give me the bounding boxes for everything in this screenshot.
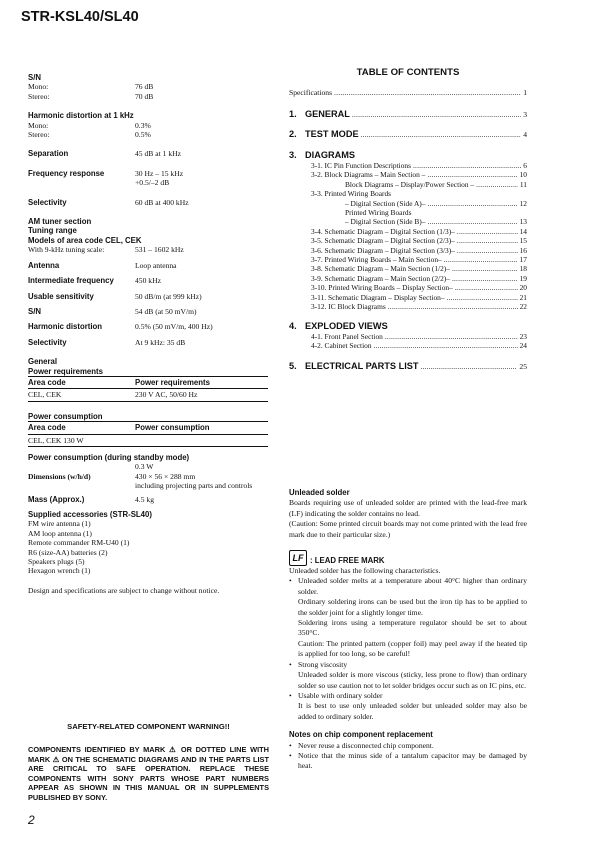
toc-subentry[interactable] bbox=[289, 246, 527, 255]
toc-leader-dots bbox=[457, 227, 518, 236]
solder-caution: (Caution: Some printed circuit boards may not come printed with the lead free mark due to their particular size.) bbox=[289, 519, 527, 539]
page-number: 2 bbox=[28, 813, 35, 827]
toc-subentry-label: 4-1. Front Panel Section bbox=[311, 332, 383, 342]
spec-row-mass: Mass (Approx.) 4.5 kg bbox=[28, 494, 154, 504]
toc-subentry-label: 3-11. Schematic Diagram – Display Section– bbox=[311, 292, 445, 302]
toc-page-number: 6 bbox=[523, 160, 527, 170]
spec-change-note: Design and specifications are subject to change without notice. bbox=[28, 585, 220, 595]
toc-page-number: 21 bbox=[519, 292, 527, 302]
toc-subentry-label: 3-10. Printed Wiring Boards – Display Section– bbox=[311, 283, 453, 293]
toc-entry-test-mode[interactable]: 2. TEST MODE ..... 4 bbox=[289, 130, 527, 140]
list-item-detail: Unleaded solder is more viscous (sticky, less prone to flow) than ordinary solder so use caution not to let solder bridges occur such as on IC pins, etc. bbox=[298, 670, 527, 690]
toc-subentry[interactable] bbox=[289, 236, 527, 245]
toc-subentry-label: Printed Wiring Boards bbox=[345, 208, 412, 217]
toc-subentry-label: 3-5. Schematic Diagram – Digital Section (2/3)– bbox=[311, 236, 455, 246]
toc-leader-dots bbox=[457, 246, 518, 255]
solder-paragraph: Boards requiring use of unleaded solder are printed with the lead-free mark (LF) indicating the solder contains no lead. bbox=[289, 498, 527, 518]
toc-subentry-label: 3-12. IC Block Diagrams bbox=[311, 302, 386, 312]
toc-leader-dots bbox=[374, 341, 518, 350]
list-item-detail: Soldering irons using a temperature regulator should be set to about 350°C. bbox=[298, 618, 527, 638]
specifications-column bbox=[28, 73, 271, 595]
power-requirements-table bbox=[28, 376, 268, 402]
toc-subentry-label: 3-4. Schematic Diagram – Digital Section (1/3)– bbox=[311, 226, 455, 236]
toc-entry-general[interactable]: 1. GENERAL ..... 3 bbox=[289, 110, 527, 120]
toc-leader-dots bbox=[452, 274, 518, 283]
toc-subentry[interactable] bbox=[289, 341, 527, 350]
spec-row-am-sn: S/N 54 dB (at 50 mV/m) bbox=[28, 306, 197, 316]
toc-subentry[interactable] bbox=[289, 161, 527, 170]
sn-heading: S/N bbox=[28, 73, 41, 82]
power-cons-heading: Power consumption bbox=[28, 411, 103, 421]
toc-subentry[interactable] bbox=[289, 180, 527, 189]
toc-subentry-label: 3-2. Block Diagrams – Main Section – bbox=[311, 170, 426, 180]
accessory-item: Hexagon wrench (1) bbox=[28, 566, 91, 576]
safety-warning bbox=[28, 722, 269, 803]
lead-free-mark-heading bbox=[289, 550, 527, 566]
accessory-item: Remote commander RM-U40 (1) bbox=[28, 538, 130, 548]
toc-subentry[interactable] bbox=[289, 255, 527, 264]
toc-leader-dots bbox=[413, 161, 521, 170]
warning-body: COMPONENTS IDENTIFIED BY MARK ⚠ OR DOTTED LINE WITH MARK ⚠ ON THE SCHEMATIC DIAGRAMS AND IN THE PARTS LIST ARE CRITICAL TO SAFE OPERATION. REPLACE THESE COMPONENTS WITH SONY PARTS WHOSE PART NUMBERS APPEAR AS SHOWN IN THIS MANUAL OR IN SUPPLEMENTS PUBLISHED BY SONY. bbox=[28, 745, 269, 802]
list-item: • Notice that the minus side of a tantalum capacitor may be damaged by heat. bbox=[289, 751, 527, 772]
hd-heading: Harmonic distortion at 1 kHz bbox=[28, 111, 134, 121]
toc-leader-dots bbox=[427, 199, 517, 208]
spec-row-frequency-response: Frequency response 30 Hz – 15 kHz +0.5/–2 dB bbox=[28, 168, 184, 188]
power-consumption-table bbox=[28, 421, 268, 447]
toc-subentry[interactable] bbox=[289, 189, 527, 198]
standby-heading: Power consumption (during standby mode) bbox=[28, 452, 190, 462]
toc-subentry-label: 3-8. Schematic Diagram – Main Section (1/2)– bbox=[311, 264, 450, 274]
toc-leader-dots bbox=[444, 255, 518, 264]
general-heading: General bbox=[28, 357, 58, 367]
toc-subentry[interactable] bbox=[289, 170, 527, 179]
models-heading: Models of area code CEL, CEK bbox=[28, 235, 142, 245]
toc-subentry[interactable] bbox=[289, 217, 527, 226]
toc-page-number: 15 bbox=[519, 236, 527, 246]
list-item: • Usable with ordinary solder bbox=[289, 691, 527, 701]
toc-subentry[interactable] bbox=[289, 227, 527, 236]
toc-subentry[interactable] bbox=[289, 274, 527, 283]
toc-subentry[interactable] bbox=[289, 293, 527, 302]
toc-page-number: 14 bbox=[519, 226, 527, 236]
lead-free-mark-title: : LEAD FREE MARK bbox=[310, 555, 385, 565]
toc-subentry-label: – Digital Section (Side A)– bbox=[345, 198, 426, 208]
toc-subentry[interactable] bbox=[289, 302, 527, 311]
toc-subentry-label: – Digital Section (Side B)– bbox=[345, 217, 426, 227]
table-row: CEL, CEK 130 W bbox=[28, 435, 268, 447]
toc-title: TABLE OF CONTENTS bbox=[356, 67, 460, 78]
table-of-contents bbox=[289, 68, 527, 371]
toc-page-number: 24 bbox=[519, 341, 527, 351]
list-item: • Strong viscosity bbox=[289, 660, 527, 670]
table-header-row: Area code Power requirements bbox=[28, 376, 268, 389]
accessories-heading: Supplied accessories (STR-SL40) bbox=[28, 510, 152, 519]
toc-subentry[interactable] bbox=[289, 283, 527, 292]
toc-leader-dots bbox=[388, 302, 518, 311]
toc-leader-dots bbox=[452, 264, 518, 273]
table-row: CEL, CEK 230 V AC, 50/60 Hz bbox=[28, 389, 268, 401]
toc-subentry[interactable] bbox=[289, 264, 527, 273]
accessory-item: Speakers plugs (5) bbox=[28, 557, 85, 567]
warning-title: SAFETY-RELATED COMPONENT WARNING!! bbox=[67, 722, 230, 731]
toc-entry-specifications[interactable]: Specifications ..... 1 bbox=[289, 88, 527, 98]
power-req-heading: Power requirements bbox=[28, 366, 103, 376]
spec-row-if: Intermediate frequency 450 kHz bbox=[28, 276, 161, 286]
toc-subentry-label: 3-6. Schematic Diagram – Digital Section (3/3)– bbox=[311, 245, 455, 255]
toc-leader-dots bbox=[427, 217, 517, 226]
model-title: STR-KSL40/SL40 bbox=[21, 9, 139, 25]
unleaded-solder-section bbox=[289, 488, 527, 772]
spec-row-selectivity: Selectivity 60 dB at 400 kHz bbox=[28, 197, 189, 207]
toc-page-number: 18 bbox=[519, 264, 527, 274]
toc-page-number: 17 bbox=[519, 255, 527, 265]
toc-page-number: 10 bbox=[519, 170, 527, 180]
spec-row: Stereo: 0.5% bbox=[28, 130, 151, 140]
toc-page-number: 12 bbox=[519, 198, 527, 208]
toc-leader-dots bbox=[385, 332, 518, 341]
diagram-list bbox=[289, 161, 527, 312]
toc-entry-exploded-views[interactable]: 4. EXPLODED VIEWS bbox=[289, 321, 388, 332]
spec-row-am-selectivity: Selectivity At 9 kHz: 35 dB bbox=[28, 337, 186, 347]
list-item: • Never reuse a disconnected chip component. bbox=[289, 741, 527, 751]
list-item-detail: Ordinary soldering irons can be used but the iron tip has to be applied to the solder joint for a slightly longer time. bbox=[298, 597, 527, 617]
tuning-range-heading: Tuning range bbox=[28, 226, 77, 236]
toc-subentry[interactable] bbox=[289, 332, 527, 341]
accessory-item: FM wire antenna (1) bbox=[28, 519, 91, 529]
toc-leader-dots bbox=[427, 170, 517, 179]
spec-row-usable: Usable sensitivity 50 dB/m (at 999 kHz) bbox=[28, 291, 202, 301]
lead-free-intro: Unleaded solder has the following characteristics. bbox=[289, 566, 441, 576]
list-item-detail: It is best to use only unleaded solder but unleaded solder may also be added to ordinary solder. bbox=[298, 701, 527, 721]
toc-page-number: 13 bbox=[519, 217, 527, 227]
toc-page-number: 22 bbox=[519, 302, 527, 312]
spec-row-standby: 0.3 W bbox=[135, 462, 154, 472]
toc-subentry-label: Block Diagrams – Display/Power Section – bbox=[345, 179, 475, 189]
toc-leader-dots bbox=[476, 180, 518, 189]
toc-leader-dots bbox=[455, 283, 518, 292]
toc-subentry-label: 4-2. Cabinet Section bbox=[311, 341, 372, 351]
accessory-item: R6 (size-AA) batteries (2) bbox=[28, 547, 108, 557]
spec-row-separation: Separation 45 dB at 1 kHz bbox=[28, 149, 181, 159]
toc-subentry[interactable] bbox=[289, 199, 527, 208]
spec-row: Mono: 0.3% bbox=[28, 120, 151, 130]
exploded-list bbox=[289, 332, 527, 351]
spec-row-dimensions: Dimensions (w/h/d) 430 × 56 × 288 mm including projecting parts and controls bbox=[28, 471, 253, 491]
spec-row-am-hd: Harmonic distortion 0.5% (50 mV/m, 400 Hz) bbox=[28, 322, 213, 332]
toc-subentry[interactable] bbox=[289, 208, 527, 217]
spec-row: Stereo: 70 dB bbox=[28, 91, 154, 101]
am-heading: AM tuner section bbox=[28, 217, 92, 227]
toc-page-number: 23 bbox=[519, 332, 527, 342]
toc-subentry-label: 3-7. Printed Wiring Boards – Main Section– bbox=[311, 255, 442, 265]
table-header-row: Area code Power consumption bbox=[28, 421, 268, 434]
toc-page-number: 11 bbox=[519, 179, 527, 189]
spec-row-tuning: With 9-kHz tuning scale: 531 – 1602 kHz bbox=[28, 245, 184, 255]
toc-entry-parts-list[interactable]: 5. ELECTRICAL PARTS LIST ..... 25 bbox=[289, 362, 527, 372]
lead-free-mark-icon: LF bbox=[289, 550, 307, 566]
toc-subentry-label: 3-9. Schematic Diagram – Main Section (2/2)– bbox=[311, 273, 450, 283]
spec-row-antenna: Antenna Loop antenna bbox=[28, 260, 177, 270]
toc-subentry-label: 3-3. Printed Wiring Boards bbox=[311, 189, 392, 199]
list-item: • Unleaded solder melts at a temperature about 40°C higher than ordinary solder. bbox=[289, 576, 527, 597]
toc-leader-dots bbox=[457, 236, 518, 245]
toc-page-number: 19 bbox=[519, 273, 527, 283]
spec-row: Mono: 76 dB bbox=[28, 82, 154, 92]
toc-entry-diagrams[interactable]: 3. DIAGRAMS bbox=[289, 150, 356, 161]
toc-page-number: 16 bbox=[519, 245, 527, 255]
solder-heading: Unleaded solder bbox=[289, 488, 350, 497]
accessory-item: AM loop antenna (1) bbox=[28, 528, 92, 538]
toc-subentry-label: 3-1. IC Pin Function Descriptions bbox=[311, 160, 411, 170]
toc-leader-dots bbox=[447, 293, 518, 302]
toc-page-number: 20 bbox=[519, 283, 527, 293]
list-item-detail: Caution: The printed pattern (copper foil) may peel away if the heated tip is applied for too long, so be careful! bbox=[298, 638, 527, 659]
chip-replacement-heading: Notes on chip component replacement bbox=[289, 730, 433, 740]
